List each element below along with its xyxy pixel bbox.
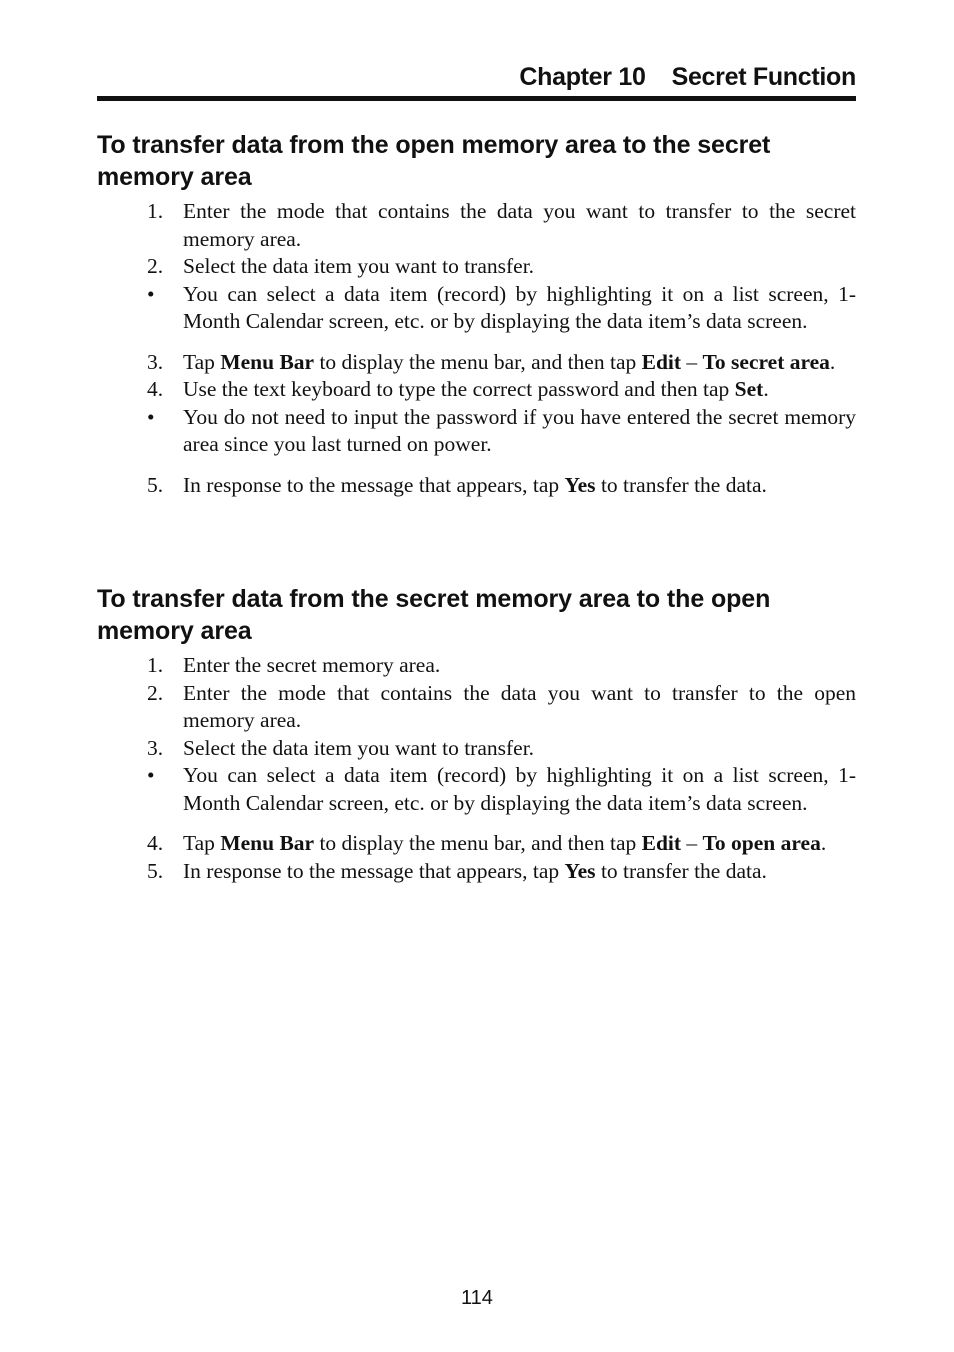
note-item: • You do not need to input the password if you have entered the secret memory area since you last turned on power. xyxy=(147,404,856,456)
section-open-to-secret xyxy=(97,129,856,499)
running-header xyxy=(97,58,856,96)
step-item: 5. In response to the message that appears, tap Yes to transfer the data. xyxy=(147,472,767,497)
step-item: 2. Enter the mode that contains the data you want to transfer to the open memory area. xyxy=(147,680,856,732)
page-number: 114 xyxy=(461,1287,493,1309)
step-item: 1. Enter the secret memory area. xyxy=(147,653,441,677)
header-rule xyxy=(97,96,856,101)
step-item: 5. In response to the message that appears, tap Yes to transfer the data. xyxy=(147,858,767,883)
chapter-label: Chapter 10 xyxy=(519,63,646,91)
step-item: 4. Tap Menu Bar to display the menu bar, and then tap Edit – To open area. xyxy=(147,831,827,855)
step-item: 3. Select the data item you want to transfer. xyxy=(147,735,535,760)
section-heading: To transfer data from the secret memory area to the open memory area xyxy=(97,585,771,645)
step-item: 1. Enter the mode that contains the data you want to transfer to the secret memory area. xyxy=(147,199,856,251)
note-item: • You can select a data item (record) by highlighting it on a list screen, 1-Month Calendar screen, etc. or by displaying the data item’s data screen. xyxy=(147,763,856,815)
note-item: • You can select a data item (record) by highlighting it on a list screen, 1-Month Calendar screen, etc. or by displaying the data item’s data screen. xyxy=(147,281,856,333)
step-item: 4. Use the text keyboard to type the correct password and then tap Set. xyxy=(147,377,769,401)
step-list xyxy=(97,652,856,885)
step-list xyxy=(97,198,856,499)
section-heading: To transfer data from the open memory area to the secret memory area xyxy=(97,131,771,191)
step-item: 2. Select the data item you want to transfer. xyxy=(147,254,535,278)
chapter-title: Secret Function xyxy=(671,63,856,91)
step-item: 3. Tap Menu Bar to display the menu bar, and then tap Edit – To secret area. xyxy=(147,349,836,374)
section-secret-to-open xyxy=(97,583,856,885)
